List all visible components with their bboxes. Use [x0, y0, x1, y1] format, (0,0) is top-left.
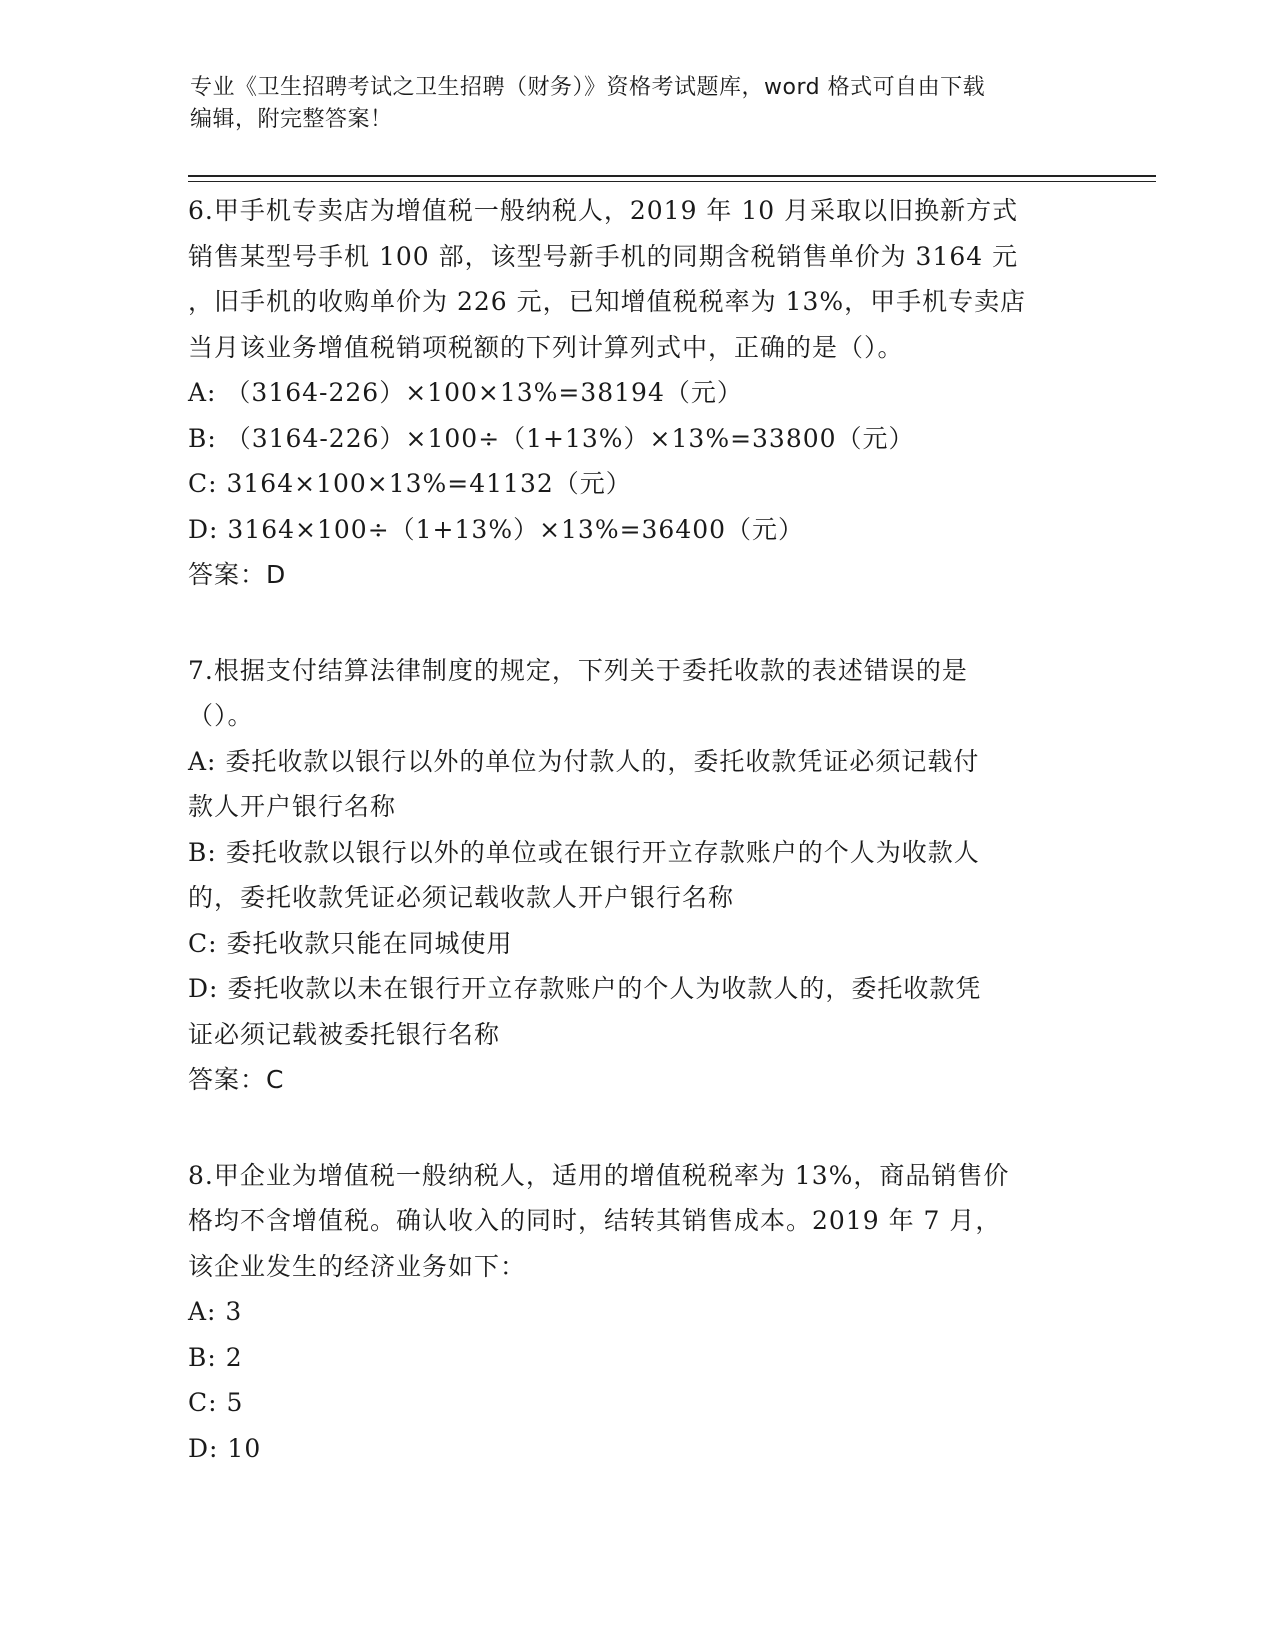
- answer: 答案：C: [188, 1065, 285, 1094]
- stem-line: （）。: [188, 701, 254, 730]
- option-line: C: 委托收款只能在同城使用: [188, 928, 513, 958]
- option-line: A: 委托收款以银行以外的单位为付款人的，委托收款凭证必须记载付: [188, 746, 980, 776]
- question-stem: [188, 648, 1078, 739]
- option-a: [188, 1289, 1078, 1335]
- option-line: B: 委托收款以银行以外的单位或在银行开立存款账户的个人为收款人: [188, 837, 980, 867]
- option-d: [188, 507, 1078, 553]
- header-line-2: 编辑，附完整答案！: [190, 107, 393, 132]
- question-6: [188, 188, 1078, 598]
- option-d: [188, 1426, 1078, 1472]
- stem-line: 6.甲手机专卖店为增值税一般纳税人，2019 年 10 月采取以旧换新方式: [188, 196, 1019, 225]
- question-7: [188, 648, 1078, 1103]
- header-rule-thin: [188, 181, 1156, 182]
- option-line: 的，委托收款凭证必须记载收款人开户银行名称: [188, 883, 735, 912]
- option-line: D: 10: [188, 1433, 262, 1463]
- option-a: [188, 739, 1078, 830]
- stem-line: 当月该业务增值税销项税额的下列计算列式中，正确的是（）。: [188, 332, 904, 362]
- option-line: B: （3164-226）×100÷（1+13%）×13%=33800（元）: [188, 423, 915, 453]
- option-line: A: （3164-226）×100×13%=38194（元）: [188, 378, 743, 407]
- option-line: A: 3: [188, 1297, 243, 1326]
- option-d: [188, 966, 1078, 1057]
- option-c: [188, 921, 1078, 967]
- option-line: D: 委托收款以未在银行开立存款账户的个人为收款人的，委托收款凭: [188, 974, 982, 1003]
- option-line: D: 3164×100÷（1+13%）×13%=36400（元）: [188, 514, 805, 544]
- option-b: [188, 830, 1078, 921]
- option-line: C: 3164×100×13%=41132（元）: [188, 469, 632, 498]
- option-c: [188, 461, 1078, 507]
- stem-line: ，旧手机的收购单价为 226 元，已知增值税税率为 13%，甲手机专卖店: [188, 287, 1027, 316]
- answer: 答案：D: [188, 560, 287, 589]
- option-line: 款人开户银行名称: [188, 792, 397, 821]
- question-stem: [188, 1153, 1078, 1290]
- option-c: [188, 1380, 1078, 1426]
- stem-line: 7.根据支付结算法律制度的规定，下列关于委托收款的表述错误的是: [188, 655, 968, 685]
- document-header: [190, 72, 1070, 136]
- question-8: [188, 1153, 1078, 1472]
- stem-line: 销售某型号手机 100 部，该型号新手机的同期含税销售单价为 3164 元: [188, 241, 1019, 271]
- stem-line: 8.甲企业为增值税一般纳税人，适用的增值税税率为 13%，商品销售价: [188, 1160, 1010, 1190]
- option-b: [188, 1335, 1078, 1381]
- option-line: B: 2: [188, 1342, 243, 1372]
- option-line: 证必须记载被委托银行名称: [188, 1019, 501, 1049]
- question-stem: [188, 188, 1078, 370]
- option-line: C: 5: [188, 1388, 244, 1417]
- header-rule-thick: [188, 175, 1156, 177]
- header-line-1: 专业《卫生招聘考试之卫生招聘（财务）》资格考试题库，word 格式可自由下载: [190, 75, 986, 100]
- question-list: [188, 188, 1078, 1521]
- option-a: [188, 370, 1078, 416]
- option-b: [188, 416, 1078, 462]
- stem-line: 格均不含增值税。确认收入的同时，结转其销售成本。2019 年 7 月，: [188, 1206, 1002, 1235]
- stem-line: 该企业发生的经济业务如下：: [188, 1251, 527, 1281]
